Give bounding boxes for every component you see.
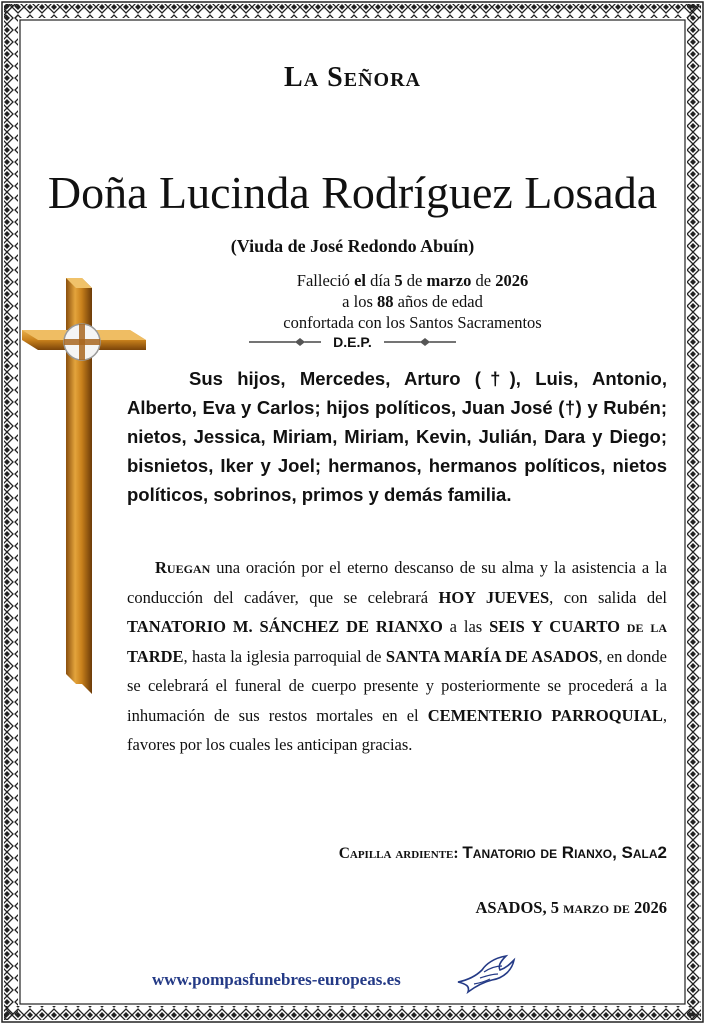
family-list: Sus hijos, Mercedes, Arturo (†), Luis, Antonio, Alberto, Eva y Carlos; hijos políticos, Juan José (†) y Rubén; nietos, Jessica, Miriam, Miriam, Kevin, Julián, Dara y Diego; bisnietos, Iker y Joel; hermanos, hermanos políticos, nietos políticos, sobrinos, primos y demás familia. (127, 368, 667, 505)
divider-right-icon (384, 337, 456, 347)
dep-text: D.E.P. (333, 334, 372, 350)
dep-line (0, 334, 705, 350)
chapel-value: Tanatorio de Rianxo, Sala2 (462, 843, 667, 862)
widow-of-line: (Viuda de José Redondo Abuín) (230, 236, 475, 256)
website-link[interactable]: www.pompasfunebres-europeas.es (152, 970, 401, 989)
dove-icon (454, 952, 516, 996)
chapel-line (339, 843, 667, 863)
death-line-2: a los 88 años de edad (342, 292, 483, 311)
request-paragraph: Ruegan una oración por el eterno descanso de su alma y la asistencia a la conducción del cadáver, que se celebrará HOY JUEVES, con salida del TANATORIO M. SÁNCHEZ DE RIANXO a las SEIS Y CUARTO de la TARDE, hasta la iglesia parroquial de SANTA MARÍA DE ASADOS, en donde se celebrará el funeral de cuerpo presente y posteriormente se procederá a la inhumación de sus restos mortales en el CEMENTERIO PARROQUIAL, favores por los cuales les anticipan gracias. (127, 558, 668, 754)
death-line-3: confortada con los Santos Sacramentos (283, 313, 542, 332)
deceased-name: Doña Lucinda Rodríguez Losada (47, 167, 658, 218)
place-date: ASADOS, 5 marzo de 2026 (475, 898, 667, 917)
death-line-1: Falleció el día 5 de marzo de 2026 (296, 271, 529, 290)
notice-heading: La Señora (284, 62, 421, 93)
chapel-label: Capilla ardiente: (338, 845, 459, 862)
divider-left-icon (249, 337, 321, 347)
